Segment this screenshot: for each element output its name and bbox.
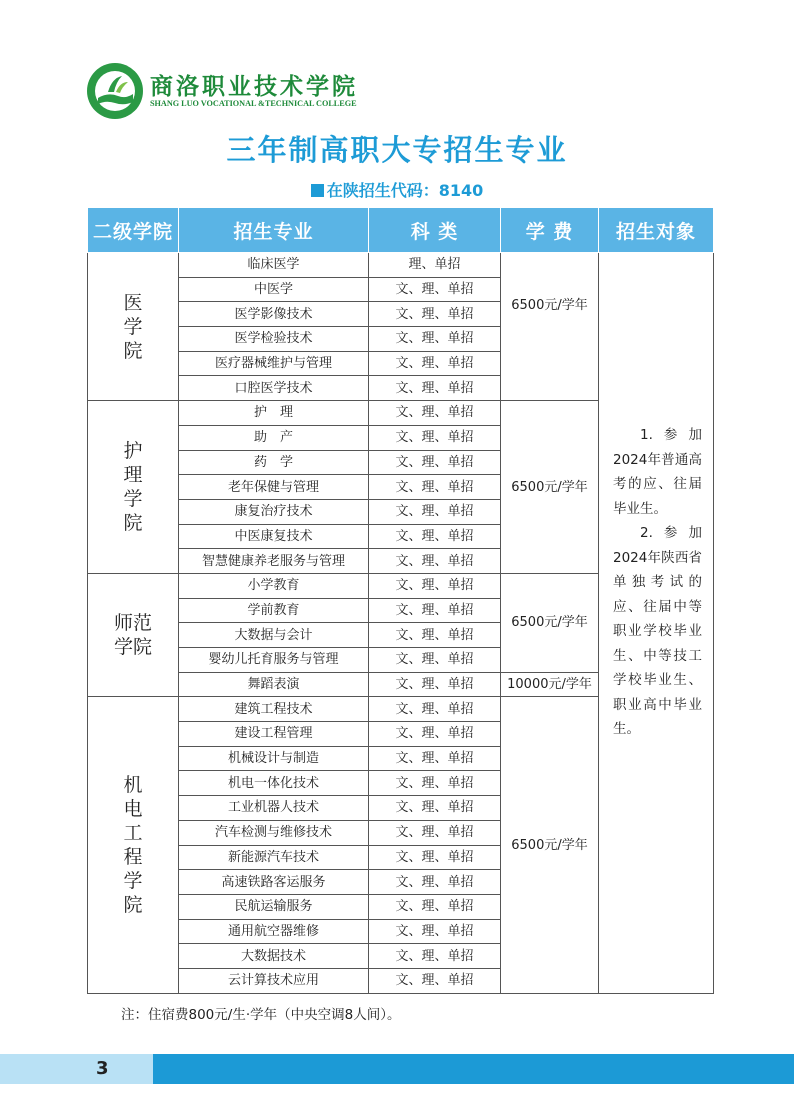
school-name-cn: 商洛职业技术学院	[150, 73, 358, 100]
major-category: 文、理、单招	[369, 376, 501, 401]
major-category: 文、理、单招	[369, 277, 501, 302]
major-category: 文、理、单招	[369, 302, 501, 327]
major-name: 医疗器械维护与管理	[179, 351, 369, 376]
major-category: 理、单招	[369, 253, 501, 278]
major-category: 文、理、单招	[369, 820, 501, 845]
major-name: 建设工程管理	[179, 722, 369, 747]
page-number: 3	[96, 1058, 109, 1079]
major-name: 康复治疗技术	[179, 499, 369, 524]
major-category: 文、理、单招	[369, 845, 501, 870]
major-category: 文、理、单招	[369, 968, 501, 993]
major-name: 小学教育	[179, 573, 369, 598]
major-category: 文、理、单招	[369, 401, 501, 426]
major-category: 文、理、单招	[369, 944, 501, 969]
footer-bar-light	[0, 1054, 153, 1084]
major-name: 智慧健康养老服务与管理	[179, 549, 369, 574]
table-body	[88, 253, 714, 994]
tuition-fee: 6500元/学年	[501, 253, 599, 401]
tuition-fee: 6500元/学年	[501, 697, 599, 993]
major-category: 文、理、单招	[369, 648, 501, 673]
college-name: 护 理 学 院	[88, 401, 179, 574]
college-name: 机 电 工 程 学 院	[88, 697, 179, 993]
header-target: 招生对象	[599, 208, 714, 253]
major-name: 学前教育	[179, 598, 369, 623]
major-category: 文、理、单招	[369, 450, 501, 475]
major-category: 文、理、单招	[369, 697, 501, 722]
school-logo	[86, 62, 144, 120]
major-name: 医学检验技术	[179, 327, 369, 352]
major-name: 新能源汽车技术	[179, 845, 369, 870]
major-name: 中医康复技术	[179, 524, 369, 549]
major-name: 工业机器人技术	[179, 796, 369, 821]
tuition-fee: 10000元/学年	[501, 672, 599, 697]
major-name: 民航运输服务	[179, 894, 369, 919]
admission-target	[599, 253, 714, 994]
major-category: 文、理、单招	[369, 425, 501, 450]
major-name: 助 产	[179, 425, 369, 450]
college-name: 医 学 院	[88, 253, 179, 401]
major-category: 文、理、单招	[369, 796, 501, 821]
major-category: 文、理、单招	[369, 623, 501, 648]
header-category: 科 类	[369, 208, 501, 253]
tuition-fee: 6500元/学年	[501, 401, 599, 574]
major-name: 机电一体化技术	[179, 771, 369, 796]
major-category: 文、理、单招	[369, 549, 501, 574]
major-name: 婴幼儿托育服务与管理	[179, 648, 369, 673]
major-category: 文、理、单招	[369, 672, 501, 697]
major-category: 文、理、单招	[369, 524, 501, 549]
major-category: 文、理、单招	[369, 327, 501, 352]
major-category: 文、理、单招	[369, 894, 501, 919]
header-major: 招生专业	[179, 208, 369, 253]
major-category: 文、理、单招	[369, 870, 501, 895]
major-category: 文、理、单招	[369, 919, 501, 944]
table-row	[88, 253, 714, 278]
major-name: 药 学	[179, 450, 369, 475]
major-name: 大数据技术	[179, 944, 369, 969]
header-college: 二级学院	[88, 208, 179, 253]
page-title: 三年制高职大专招生专业	[226, 133, 568, 167]
major-category: 文、理、单招	[369, 475, 501, 500]
tuition-fee: 6500元/学年	[501, 573, 599, 672]
major-category: 文、理、单招	[369, 598, 501, 623]
major-name: 舞蹈表演	[179, 672, 369, 697]
admission-table	[87, 207, 714, 994]
footnote: 注：住宿费800元/生·学年（中央空调8人间）。	[121, 1007, 401, 1023]
target-paragraph: 1.参加2024年普通高考的应、往届毕业生。	[613, 427, 702, 517]
admission-code	[0, 178, 794, 201]
major-category: 文、理、单招	[369, 746, 501, 771]
admission-code-text: 在陕招生代码：8140	[326, 181, 484, 200]
major-name: 高速铁路客运服务	[179, 870, 369, 895]
major-name: 云计算技术应用	[179, 968, 369, 993]
major-name: 护 理	[179, 401, 369, 426]
major-name: 口腔医学技术	[179, 376, 369, 401]
target-paragraph: 2.参加2024年陕西省单独考试的应、往届中等职业学校毕业生、中等技工学校毕业生、职业高中毕业生。	[613, 525, 702, 737]
major-category: 文、理、单招	[369, 499, 501, 524]
major-name: 医学影像技术	[179, 302, 369, 327]
major-name: 老年保健与管理	[179, 475, 369, 500]
major-name: 大数据与会计	[179, 623, 369, 648]
major-category: 文、理、单招	[369, 722, 501, 747]
table-header-row	[88, 208, 714, 253]
college-name: 师范 学院	[88, 573, 179, 696]
school-name-en: SHANG LUO VOCATIONAL &TECHNICAL COLLEGE	[150, 99, 357, 108]
major-name: 中医学	[179, 277, 369, 302]
footer-bar-dark	[153, 1054, 794, 1084]
major-category: 文、理、单招	[369, 573, 501, 598]
header-fee: 学 费	[501, 208, 599, 253]
square-bullet-icon	[311, 184, 324, 197]
major-category: 文、理、单招	[369, 771, 501, 796]
major-name: 建筑工程技术	[179, 697, 369, 722]
major-name: 通用航空器维修	[179, 919, 369, 944]
major-category: 文、理、单招	[369, 351, 501, 376]
major-name: 汽车检测与维修技术	[179, 820, 369, 845]
major-name: 临床医学	[179, 253, 369, 278]
major-name: 机械设计与制造	[179, 746, 369, 771]
